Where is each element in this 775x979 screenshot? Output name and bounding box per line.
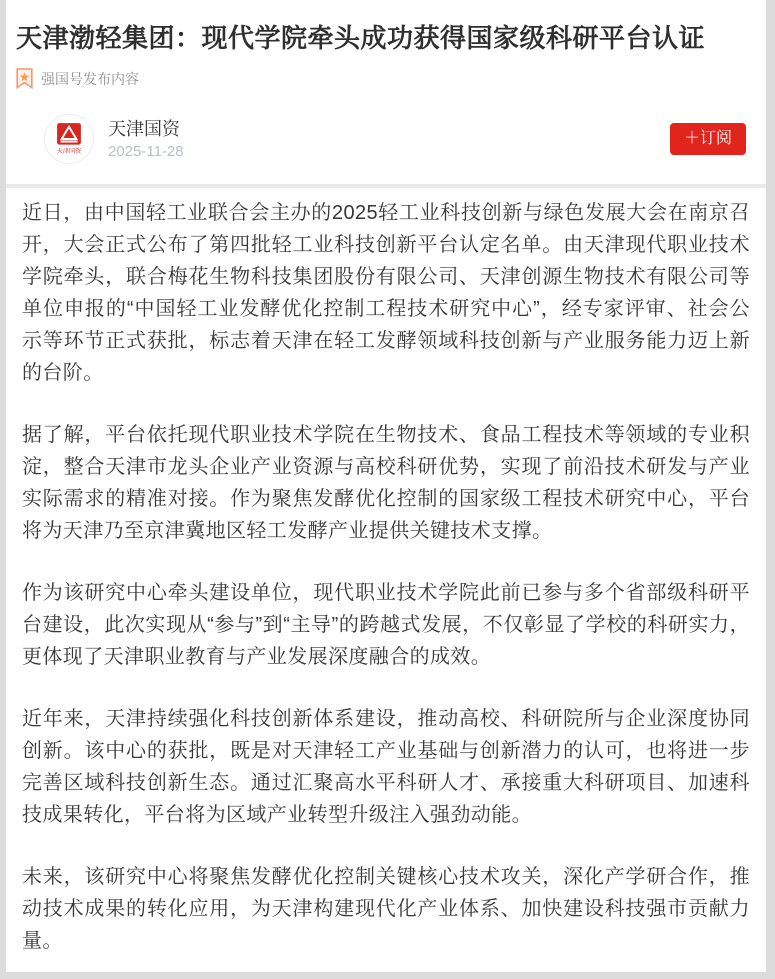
source-badge-label: 强国号发布内容 bbox=[41, 70, 139, 87]
article-paragraph: 据了解，平台依托现代职业技术学院在生物技术、食品工程技术等领域的专业积淀，整合天津市龙头企业产业资源与高校科研优势，实现了前沿技术研发与产业实际需求的精准对接。作为聚焦发酵优化控制的国家级工程技术研究中心，平台将为天津乃至京津冀地区轻工发酵产业提供关键技术支撑。 bbox=[22, 424, 750, 542]
svg-text:天津国资: 天津国资 bbox=[56, 148, 82, 156]
article-paragraph: 未来，该研究中心将聚焦发酵优化控制关键核心技术攻关，深化产学研合作，推动技术成果的转化应用，为天津构建现代化产业体系、加快建设科技强市贡献力量。 bbox=[22, 866, 750, 952]
publisher-logo-icon bbox=[54, 122, 84, 156]
publisher-info bbox=[108, 117, 184, 162]
page-title: 天津渤轻集团：现代学院牵头成功获得国家级科研平台认证 bbox=[16, 23, 706, 53]
article-paragraph: 作为该研究中心牵头建设单位，现代职业技术学院此前已参与多个省部级科研平台建设，此次实现从“参与”到“主导”的跨越式发展，不仅彰显了学校的科研实力，更体现了天津职业教育与产业发展深度融合的成效。 bbox=[22, 582, 750, 668]
ribbon-star-icon bbox=[16, 68, 33, 89]
publisher-avatar[interactable] bbox=[44, 114, 94, 164]
publish-date: 2025-11-28 bbox=[108, 142, 184, 160]
article-card bbox=[6, 0, 766, 972]
article-body bbox=[16, 188, 756, 965]
publisher-row bbox=[16, 110, 756, 168]
source-badge bbox=[16, 68, 756, 89]
article-paragraph: 近年来，天津持续强化科技创新体系建设，推动高校、科研院所与企业深度协同创新。该中心的获批，既是对天津轻工产业基础与创新潜力的认可，也将进一步完善区域科技创新生态。通过汇聚高水平科研人才、承接重大科研项目、加速科技成果转化，平台将为区域产业转型升级注入强劲动能。 bbox=[22, 708, 750, 826]
publisher-name[interactable]: 天津国资 bbox=[108, 118, 180, 139]
subscribe-button[interactable]: ＋订阅 bbox=[670, 123, 746, 155]
article-paragraph: 近日，由中国轻工业联合会主办的2025轻工业科技创新与绿色发展大会在南京召开，大会正式公布了第四批轻工业科技创新平台认定名单。由天津现代职业技术学院牵头，联合梅花生物科技集团股份有限公司、天津创源生物技术有限公司等单位申报的“中国轻工业发酵优化控制工程技术研究中心”，经专家评审、社会公示等环节正式获批，标志着天津在轻工发酵领域科技创新与产业服务能力迈上新的台阶。 bbox=[22, 202, 750, 384]
